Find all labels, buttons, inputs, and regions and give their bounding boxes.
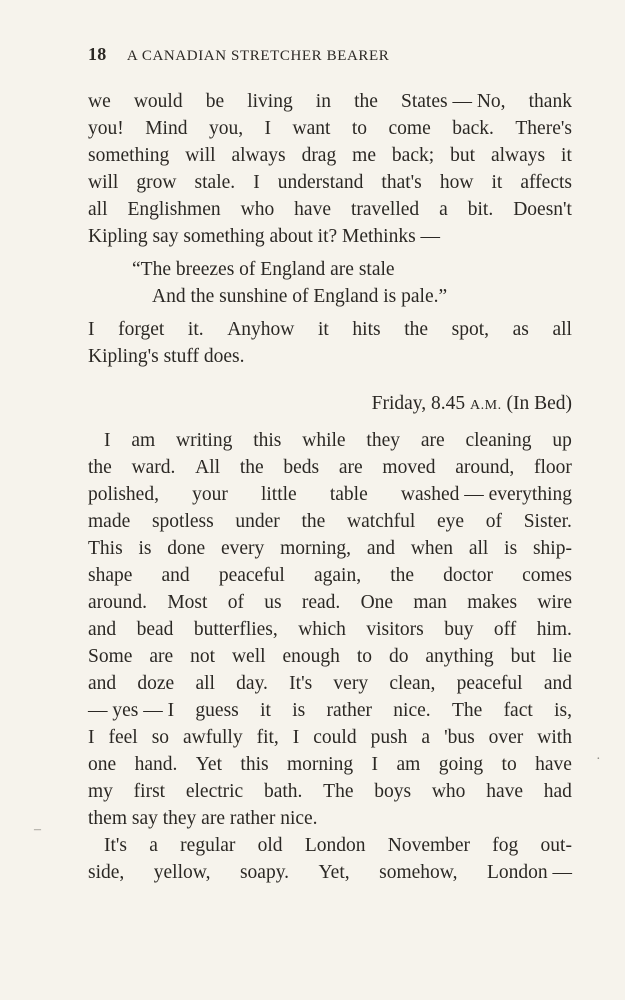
word: I (88, 319, 95, 340)
word: so (151, 727, 170, 748)
word: a (421, 727, 431, 748)
word: morning (287, 754, 354, 775)
margin-mark: – (34, 822, 41, 837)
word: a (149, 835, 158, 856)
word: do (388, 646, 409, 667)
word: yellow, (153, 862, 211, 883)
word: awfully (183, 727, 243, 748)
text-line (88, 616, 572, 643)
word: you! (88, 118, 124, 139)
word: fog (492, 835, 519, 856)
word: It's (289, 673, 313, 694)
word: with (537, 727, 572, 748)
running-head (88, 44, 568, 65)
word: is (292, 700, 306, 721)
word: — yes — I (88, 700, 175, 721)
word: will (185, 145, 216, 166)
word: London — (486, 862, 572, 883)
word: fit, (256, 727, 279, 748)
word: and (543, 673, 572, 694)
word: soapy. (239, 862, 290, 883)
text-line (88, 343, 572, 370)
verse-line: “The breezes of England are stale (132, 259, 395, 280)
word: is, (554, 700, 572, 721)
word: comes (522, 565, 572, 586)
word: how (439, 172, 474, 193)
word: writing (176, 430, 233, 451)
word: not (190, 646, 216, 667)
word: is (138, 538, 152, 559)
word: lie (552, 646, 572, 667)
text-line (88, 778, 572, 805)
word: I (104, 430, 111, 451)
word: ward. (131, 457, 176, 478)
word: spot, (451, 319, 490, 340)
word: old (257, 835, 283, 856)
word: your (192, 484, 228, 505)
word: understand (277, 172, 364, 193)
word: and (366, 538, 396, 559)
word: but (450, 145, 476, 166)
word: feel (108, 727, 138, 748)
text-line (88, 832, 572, 859)
word: as (512, 319, 529, 340)
text-line (88, 481, 572, 508)
word: bead (136, 619, 174, 640)
word: little (260, 484, 297, 505)
word: the (390, 565, 415, 586)
word: me (352, 145, 376, 166)
word: polished, (88, 484, 159, 505)
text-line (88, 316, 572, 343)
word: have (535, 754, 572, 775)
word: who (240, 199, 275, 220)
text-line (88, 196, 572, 223)
margin-mark: · (596, 752, 601, 767)
verse-quotation (88, 256, 572, 310)
word: day. (236, 673, 268, 694)
word: who (431, 781, 466, 802)
word: ship- (532, 538, 572, 559)
word: of (485, 511, 502, 532)
word: is (504, 538, 518, 559)
word: The (451, 700, 483, 721)
word: man (413, 592, 447, 613)
word: peaceful (456, 673, 523, 694)
paragraph-4 (88, 832, 572, 886)
word: There's (515, 118, 572, 139)
word: 'bus (444, 727, 475, 748)
text-block (88, 88, 572, 886)
text-line (88, 427, 572, 454)
word: Sister. (523, 511, 572, 532)
word: going (438, 754, 484, 775)
word: and (88, 619, 117, 640)
word: anything (425, 646, 494, 667)
word: November (387, 835, 471, 856)
text-line (88, 697, 572, 724)
word: it. (187, 319, 204, 340)
word: have (486, 781, 523, 802)
word: and (88, 673, 117, 694)
word: be (205, 91, 225, 112)
word: out- (540, 835, 572, 856)
word: him. (536, 619, 572, 640)
word: my (88, 781, 113, 802)
word: it (260, 700, 271, 721)
word: thank (528, 91, 572, 112)
word: doze (137, 673, 175, 694)
word: makes (467, 592, 518, 613)
word: boys (374, 781, 412, 802)
word: am (396, 754, 421, 775)
word: clean, (389, 673, 436, 694)
word: moved (382, 457, 436, 478)
word: this (253, 430, 282, 451)
word: up (552, 430, 572, 451)
word: All (195, 457, 221, 478)
word: cleaning (465, 430, 532, 451)
word: bit. (467, 199, 494, 220)
dateline-day-time: Friday, 8.45 (371, 393, 466, 414)
word: peaceful (218, 565, 285, 586)
word: regular (180, 835, 236, 856)
word: off (493, 619, 517, 640)
word: beds (283, 457, 320, 478)
word: travelled (350, 199, 420, 220)
text-line (88, 508, 572, 535)
word: am (131, 430, 156, 451)
word: table (329, 484, 368, 505)
word: eye (436, 511, 465, 532)
word: London (304, 835, 366, 856)
word: this (240, 754, 269, 775)
word: drag (301, 145, 337, 166)
text-line (88, 670, 572, 697)
word: watchful (347, 511, 416, 532)
word: something (88, 145, 170, 166)
word: electric (185, 781, 244, 802)
word: forget (118, 319, 165, 340)
word: it (491, 172, 503, 193)
word: made (88, 511, 131, 532)
text-line (88, 724, 572, 751)
word: Mind (145, 118, 188, 139)
word: enough (282, 646, 340, 667)
word: buy (444, 619, 474, 640)
word: I (264, 118, 272, 139)
word: all (88, 199, 108, 220)
word: The (323, 781, 354, 802)
word: over (488, 727, 524, 748)
dateline (88, 390, 572, 417)
word: stale. (194, 172, 236, 193)
word: every (220, 538, 265, 559)
word: hand. (134, 754, 178, 775)
text-line (88, 562, 572, 589)
word: side, (88, 862, 125, 883)
word: will (88, 172, 119, 193)
word: would (133, 91, 183, 112)
word: Some (88, 646, 133, 667)
word: read. (301, 592, 341, 613)
word: we (88, 91, 111, 112)
word: in (315, 91, 331, 112)
word: Kipling's stuff does. (88, 346, 245, 367)
word: affects (520, 172, 572, 193)
text-line (88, 805, 572, 832)
word: wire (537, 592, 572, 613)
word: spotless (151, 511, 214, 532)
word: I (253, 172, 260, 193)
word: Kipling say something about it? Methinks — (88, 226, 441, 247)
word: us (264, 592, 282, 613)
word: I (371, 754, 379, 775)
word: living (247, 91, 293, 112)
word: Yet, (318, 862, 350, 883)
word: a (439, 199, 448, 220)
word: are (420, 430, 445, 451)
word: rather (326, 700, 372, 721)
word: of (227, 592, 244, 613)
word: all (552, 319, 572, 340)
word: around, (455, 457, 515, 478)
word: very (333, 673, 369, 694)
word: to (351, 118, 368, 139)
word: floor (533, 457, 572, 478)
word: back. (452, 118, 494, 139)
word: Most (167, 592, 208, 613)
word: again, (313, 565, 362, 586)
word: all (468, 538, 489, 559)
word: fact (503, 700, 533, 721)
text-line (88, 535, 572, 562)
text-line (88, 142, 572, 169)
text-line (88, 115, 572, 142)
word: always (490, 145, 546, 166)
text-line (88, 643, 572, 670)
word: doctor (443, 565, 493, 586)
paragraph-2 (88, 316, 572, 370)
word: them say they are rather nice. (88, 808, 318, 829)
word: are (149, 646, 174, 667)
word: the (301, 511, 326, 532)
word: always (231, 145, 286, 166)
text-line (88, 223, 572, 250)
word: come (388, 118, 431, 139)
paragraph-3 (88, 427, 572, 832)
word: nice. (393, 700, 431, 721)
word: Englishmen (127, 199, 221, 220)
word: it (317, 319, 329, 340)
word: the (354, 91, 378, 112)
word: want (292, 118, 331, 139)
word: first (133, 781, 166, 802)
word: under (235, 511, 280, 532)
word: shape (88, 565, 133, 586)
word: the (239, 457, 264, 478)
word: Yet (195, 754, 222, 775)
word: to (356, 646, 372, 667)
word: butterflies, (193, 619, 278, 640)
text-line (88, 454, 572, 481)
word: had (543, 781, 572, 802)
word: visitors (366, 619, 424, 640)
word: This (88, 538, 123, 559)
word: all (195, 673, 215, 694)
verse-line: And the sunshine of England is pale.” (152, 286, 448, 307)
word: One (360, 592, 394, 613)
word: I (88, 727, 95, 748)
word: but (510, 646, 536, 667)
word: are (338, 457, 363, 478)
word: while (302, 430, 346, 451)
text-line (88, 88, 572, 115)
word: grow (136, 172, 177, 193)
word: washed — everything (400, 484, 572, 505)
text-line (88, 751, 572, 778)
word: It's (104, 835, 128, 856)
word: done (167, 538, 206, 559)
word: guess (195, 700, 239, 721)
text-line (88, 589, 572, 616)
word: to (501, 754, 517, 775)
word: Anyhow (227, 319, 295, 340)
word: I (292, 727, 300, 748)
word: States — No, (400, 91, 506, 112)
word: back; (391, 145, 435, 166)
text-line (88, 859, 572, 886)
word: hits (352, 319, 381, 340)
word: and (161, 565, 190, 586)
word: have (294, 199, 331, 220)
word: the (88, 457, 112, 478)
text-line (88, 169, 572, 196)
page-number: 18 (88, 44, 107, 64)
word: it (561, 145, 572, 166)
word: which (298, 619, 346, 640)
word: Doesn't (513, 199, 572, 220)
word: push (370, 727, 408, 748)
word: around. (88, 592, 148, 613)
word: you, (208, 118, 244, 139)
book-title: A CANADIAN STRETCHER BEARER (126, 48, 390, 64)
word: they (366, 430, 400, 451)
word: could (313, 727, 357, 748)
paragraph-1 (88, 88, 572, 250)
word: morning, (280, 538, 352, 559)
word: that's (381, 172, 422, 193)
word: the (404, 319, 429, 340)
word: bath. (263, 781, 303, 802)
dateline-am: A.M. (470, 398, 502, 413)
dateline-note: (In Bed) (506, 393, 572, 414)
word: one (88, 754, 117, 775)
word: well (231, 646, 266, 667)
word: when (410, 538, 454, 559)
word: somehow, (379, 862, 458, 883)
